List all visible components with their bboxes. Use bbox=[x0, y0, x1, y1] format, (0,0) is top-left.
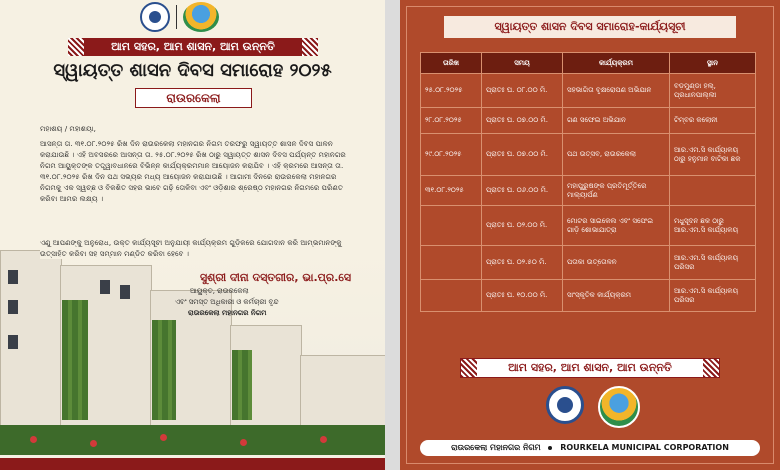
cell-place: ଆର.ଏମ.ସି କାର୍ଯ୍ୟାଳୟ ପରିସର bbox=[670, 246, 756, 280]
cell-place bbox=[670, 176, 756, 206]
footer-english: ROURKELA MUNICIPAL CORPORATION bbox=[560, 443, 729, 452]
cell-date bbox=[421, 246, 482, 280]
city-emblem-icon bbox=[598, 386, 640, 428]
ornament-icon bbox=[703, 359, 719, 377]
city-emblem-icon bbox=[183, 2, 219, 32]
cell-event: ମୋଟର ସାଇକେଲ ଏବଂ ସଫେଇ ଗାଡ଼ି ଶୋଭାଯାତ୍ରା bbox=[563, 206, 670, 246]
cell-event: ମହାପୁରୁଷଙ୍କ ପ୍ରତିମୂର୍ତ୍ତିରେ ମାଲ୍ୟାର୍ପଣ bbox=[563, 176, 670, 206]
slogan-text: ଆମ ସହର, ଆମ ଶାସନ, ଆମ ଉନ୍ନତି bbox=[111, 40, 275, 53]
cell-event: ପତାକା ଉତ୍ତୋଳନ bbox=[563, 246, 670, 280]
slogan-text: ଆମ ସହର, ଆମ ଶାସନ, ଆମ ଉନ୍ନତି bbox=[508, 361, 672, 374]
signatory-name: ସୁଶ୍ରୀ ଦୀନା ଦସ୍ତଗୀର, ଭା.ପ୍ର.ସେ bbox=[200, 271, 352, 284]
schedule-title: ସ୍ୱାୟତ୍ତ ଶାସନ ଦିବସ ସମାରୋହ-କାର୍ଯ୍ୟସୂଚୀ bbox=[444, 16, 736, 38]
cell-place: ଆର.ଏମ.ସି କାର୍ଯ୍ୟାଳୟ ଠାରୁ ହନୁମାନ ବାଟିକା ଛକ bbox=[670, 134, 756, 176]
ornament-icon bbox=[68, 38, 84, 56]
footer-bar bbox=[420, 440, 760, 456]
schedule-card bbox=[400, 0, 780, 470]
schedule-table bbox=[420, 52, 756, 312]
table-row bbox=[421, 246, 756, 280]
greeting: ମହାଶୟ / ମହାଶୟା, bbox=[40, 124, 96, 133]
slogan-banner bbox=[460, 358, 720, 378]
footer-logos bbox=[546, 386, 640, 428]
cell-time: ପ୍ରାତଃ ଘ. ୦୨.୫୦ ମି. bbox=[482, 246, 563, 280]
ornament-icon bbox=[302, 38, 318, 56]
cell-place: ବଡ଼ମୁଣ୍ଡା ହଲ୍, ପ୍ରଧାନପାଲ୍ଲୀ bbox=[670, 74, 756, 108]
cell-event: ଗଣ ସଫେଇ ଅଭିଯାନ bbox=[563, 108, 670, 134]
logo-divider bbox=[176, 5, 177, 29]
footer-odia: ରାଉରକେଲା ମହାନଗର ନିଗମ bbox=[451, 443, 541, 452]
body-paragraph-1: ଆସନ୍ତା ତା. ୩୧.୦୮.୨୦୨୫ ରିଖ ଦିନ ରାଉରକେଲା ମହାନଗର ନିଗମ ତରଫରୁ ସ୍ୱାୟତ୍ତ ଶାସନ ଦିବସ ପାଳନ କରାଯାଉଛି । ଏହି ଅବସରରେ ଆସନ୍ତା ତା. ୨୫.୦୮.୨୦୨୫ ରିଖ ଠାରୁ ସ୍ୱାୟତ୍ତ ଶାସନ ଦିବସ ପର୍ଯ୍ୟନ୍ତ ମହାନଗର ନିଗମ ଆୟୁକ୍ତଙ୍କ ତତ୍ତ୍ୱାବଧାନରେ ବିଭିନ୍ନ କାର୍ଯ୍ୟକ୍ରମମାନ ଆୟୋଜନ କରାଯିବ । ଏହି କ୍ରମରେ ଆସନ୍ତା ତା. ୩୧.୦୮.୨୦୨୫ ରିଖ ଦିନ ପଥ ସଭ୍ୟର ମଧ୍ୟ ଆୟୋଜନ କରାଯାଉଛି । ଆଗାମୀ ଦିନରେ ରାଉରକେଲା ମହାନଗର ନିଗମକୁ ଏକ ସ୍ୱଚ୍ଛ ଓ ବିକଶିତ ସହର ଭାବେ ଗଢ଼ି ତୋଳିବା ଏବଂ ଓଡ଼ିଶାର ଶ୍ରେଷ୍ଠ ମହାନଗର ନିଗମରେ ପରିଣତ କରିବା ଆମର ଲକ୍ଷ୍ୟ । bbox=[40, 139, 346, 203]
cell-date bbox=[421, 280, 482, 312]
cell-time: ପ୍ରାତଃ ଘ. ୦୭.୦୦ ମି. bbox=[482, 108, 563, 134]
table-row bbox=[421, 134, 756, 176]
cell-time: ପ୍ରାତଃ ଘ. ୦୮.୦୦ ମି. bbox=[482, 74, 563, 108]
cell-event: ସହଭାଗିତା ବୃକ୍ଷରୋପଣ ଅଭିଯାନ bbox=[563, 74, 670, 108]
cell-event: ପଥ ଉତ୍ସବ, ରାଉରକେଲା bbox=[563, 134, 670, 176]
signatory-designation: ଆୟୁକ୍ତ, ରାଉରକେଲା bbox=[190, 287, 249, 295]
rmc-seal-icon bbox=[140, 2, 170, 32]
cell-time: ପ୍ରାତଃ ଘ. ୦୬.୦୦ ମି. bbox=[482, 176, 563, 206]
organization-name: ରାଉରକେଲା ମହାନଗର ନିଗମ bbox=[188, 309, 267, 317]
city-label: ରାଉରକେଲା bbox=[135, 88, 252, 108]
cell-date: ୨୫.୦୮.୨୦୨୫ bbox=[421, 74, 482, 108]
cell-time: ପ୍ରାତଃ ଘ. ୦୭.୦୦ ମି. bbox=[482, 134, 563, 176]
col-event: କାର୍ଯ୍ୟକ୍ରମ bbox=[563, 53, 670, 74]
cell-place: ଟିମ୍ବର କଲୋନୀ bbox=[670, 108, 756, 134]
col-date: ତାରିଖ bbox=[421, 53, 482, 74]
header-logos bbox=[140, 2, 219, 32]
col-time: ସମୟ bbox=[482, 53, 563, 74]
cell-date: ୩୧.୦୮.୨୦୨୫ bbox=[421, 176, 482, 206]
table-row bbox=[421, 108, 756, 134]
table-row bbox=[421, 176, 756, 206]
cell-time: ପ୍ରାତଃ ଘ. ୦୨.୦୦ ମି. bbox=[482, 206, 563, 246]
cell-date bbox=[421, 206, 482, 246]
cell-place: ମଧୁସୂଦନ ଛକ ଠାରୁ ଆର.ଏମ.ସି କାର୍ଯ୍ୟାଳୟ bbox=[670, 206, 756, 246]
invitation-card bbox=[0, 0, 385, 470]
cell-time: ପ୍ରାତଃ ଘ. ୧୦.୦୦ ମି. bbox=[482, 280, 563, 312]
garden bbox=[0, 425, 385, 455]
table-row bbox=[421, 280, 756, 312]
footer-dot bbox=[548, 446, 552, 450]
cell-date: ୨୮.୦୮.୨୦୨୫ bbox=[421, 108, 482, 134]
cell-date: ୨୯.୦୮.୨୦୨୫ bbox=[421, 134, 482, 176]
signatory-line: ଏବଂ ସମସ୍ତ ଅଧିକାରୀ ଓ କର୍ମଚାରୀ ବୃନ୍ଦ bbox=[175, 298, 279, 306]
page-title: ସ୍ୱାୟତ୍ତ ଶାସନ ଦିବସ ସମାରୋହ ୨୦୨୫ bbox=[53, 60, 332, 81]
cell-event: ସାଂସ୍କୃତିକ କାର୍ଯ୍ୟକ୍ରମ bbox=[563, 280, 670, 312]
rmc-seal-icon bbox=[546, 386, 584, 424]
body-paragraph-2: ଏଣୁ ଆପଣଙ୍କୁ ଅନୁରୋଧ, ଉକ୍ତ କାର୍ଯ୍ୟସୂଚୀ ଅନୁଯାୟୀ କାର୍ଯ୍ୟକ୍ରମ ଗୁଡ଼ିକରେ ଯୋଗଦାନ କରି ଆମ୍ଭମାନଙ୍କୁ ଉତ୍ସାହିତ କରିବା ସହ ସମ୍ମାନ ମଣ୍ଡିତ କରିବା ହେବେ । bbox=[40, 237, 350, 259]
bottom-strip bbox=[0, 458, 385, 470]
table-row bbox=[421, 206, 756, 246]
ornament-icon bbox=[461, 359, 477, 377]
table-row bbox=[421, 74, 756, 108]
cell-place: ଆର.ଏମ.ସି କାର୍ଯ୍ୟାଳୟ ପରିସର bbox=[670, 280, 756, 312]
col-place: ସ୍ଥାନ bbox=[670, 53, 756, 74]
slogan-banner bbox=[68, 38, 318, 56]
